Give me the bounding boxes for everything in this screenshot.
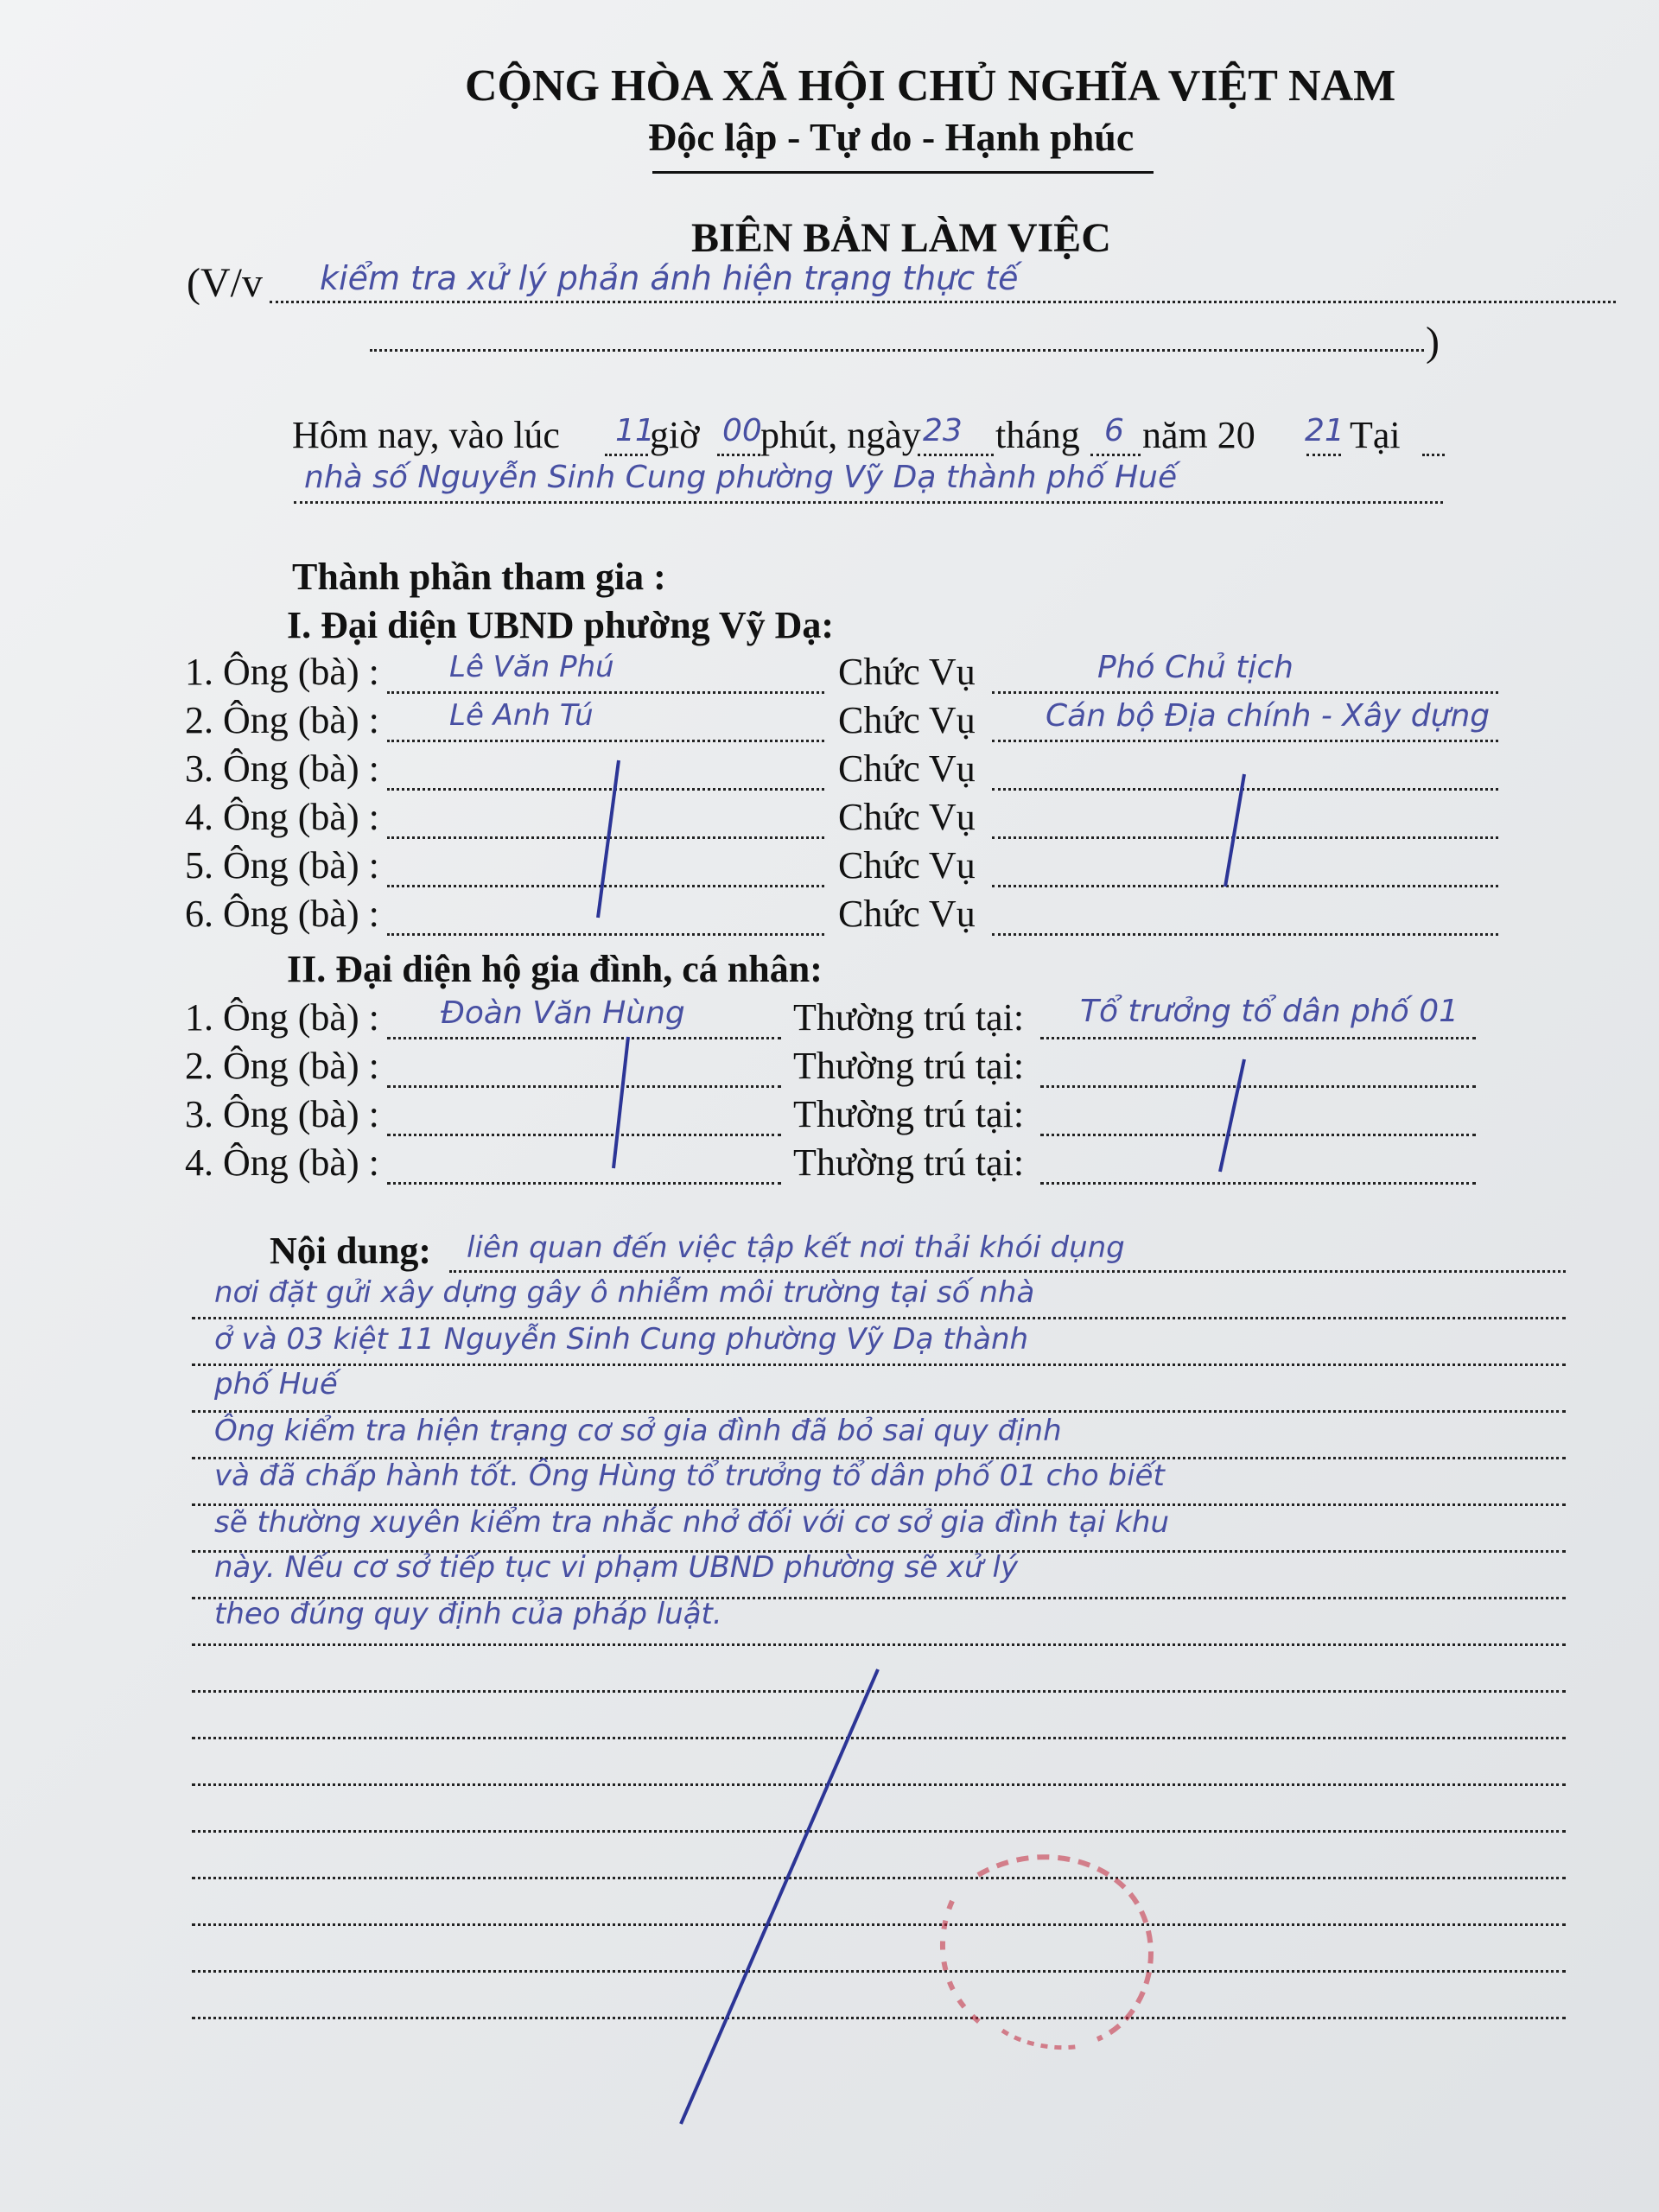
strike-s1-right — [1225, 774, 1244, 887]
content-handwriting-line: phố Huế — [214, 1367, 338, 1402]
s1-role-2: Cán bộ Địa chính - Xây dựng — [1046, 698, 1491, 734]
subject-handwriting: kiểm tra xử lý phản ánh hiện trạng thực tế — [320, 259, 1019, 297]
content-handwriting-line: nơi đặt gửi xây dựng gây ô nhiễm môi trường tại số nhà — [214, 1275, 1035, 1310]
hour-value: 11 — [615, 413, 655, 448]
place-label: Tại — [1350, 414, 1401, 456]
year-value: 21 — [1305, 413, 1344, 448]
subject-prefix: (V/v — [187, 260, 263, 306]
s1-role-1: Phó Chủ tịch — [1097, 650, 1294, 685]
s2-addr-1: Tổ trưởng tổ dân phố 01 — [1080, 994, 1459, 1029]
hour-label: giờ — [650, 414, 700, 456]
section2-heading: II. Đại diện hộ gia đình, cá nhân: — [287, 948, 823, 990]
strike-s2-left — [613, 1037, 628, 1168]
strike-content — [681, 1669, 878, 2124]
subject-suffix: ) — [1426, 319, 1440, 365]
doc-title: BIÊN BẢN LÀM VIỆC — [691, 215, 1111, 261]
content-handwriting-line: ở và 03 kiệt 11 Nguyễn Sinh Cung phường Vỹ Dạ thành — [214, 1322, 1029, 1357]
content-handwriting-line: và đã chấp hành tốt. Ông Hùng tổ trưởng tổ dân phố 01 cho biết — [214, 1459, 1165, 1493]
s2-row-4-label: 4. Ông (bà) : — [185, 1141, 379, 1184]
red-seal-stamp — [943, 1857, 1151, 2048]
s1-row-4-label: 4. Ông (bà) : — [185, 796, 379, 838]
s2-row-4-addr-label: Thường trú tại: — [793, 1141, 1025, 1184]
minute-value: 00 — [722, 413, 762, 448]
s2-row-1-addr-label: Thường trú tại: — [793, 996, 1025, 1039]
place-value: nhà số Nguyễn Sinh Cung phường Vỹ Dạ thành phố Huế — [304, 460, 1178, 495]
s2-row-2-addr-label: Thường trú tại: — [793, 1045, 1025, 1087]
participants-heading: Thành phần tham gia : — [292, 556, 666, 598]
time-intro: Hôm nay, vào lúc — [292, 414, 560, 456]
s1-row-1-role-label: Chức Vụ — [838, 651, 976, 693]
strike-s1-left — [598, 760, 619, 918]
s1-row-2-role-label: Chức Vụ — [838, 699, 976, 741]
content-handwriting-line: sẽ thường xuyên kiểm tra nhắc nhở đối với cơ sở gia đình tại khu — [214, 1505, 1169, 1540]
strike-s2-right — [1220, 1059, 1244, 1172]
s2-row-2-label: 2. Ông (bà) : — [185, 1045, 379, 1087]
s2-row-1-label: 1. Ông (bà) : — [185, 996, 379, 1039]
year-label: năm 20 — [1142, 414, 1255, 456]
s1-row-6-label: 6. Ông (bà) : — [185, 893, 379, 935]
content-handwriting-line: Ông kiểm tra hiện trạng cơ sở gia đình đã bỏ sai quy định — [214, 1414, 1062, 1448]
content-handwriting-line: theo đúng quy định của pháp luật. — [214, 1597, 722, 1631]
month-label: tháng — [995, 414, 1080, 456]
s1-row-5-role-label: Chức Vụ — [838, 844, 976, 887]
s1-row-1-label: 1. Ông (bà) : — [185, 651, 379, 693]
nation-title: CỘNG HÒA XÃ HỘI CHỦ NGHĨA VIỆT NAM — [465, 61, 1396, 111]
s1-row-5-label: 5. Ông (bà) : — [185, 844, 379, 887]
section1-heading: I. Đại diện UBND phường Vỹ Dạ: — [287, 604, 835, 646]
s1-row-3-label: 3. Ông (bà) : — [185, 747, 379, 790]
month-value: 6 — [1104, 413, 1124, 448]
s1-name-2: Lê Anh Tú — [449, 698, 594, 733]
minute-label: phút, ngày — [760, 414, 921, 456]
content-handwriting-line: này. Nếu cơ sở tiếp tục vi phạm UBND phường sẽ xử lý — [214, 1550, 1019, 1585]
s1-row-4-role-label: Chức Vụ — [838, 796, 976, 838]
s1-row-6-role-label: Chức Vụ — [838, 893, 976, 935]
s2-row-3-addr-label: Thường trú tại: — [793, 1093, 1025, 1135]
s1-name-1: Lê Văn Phú — [449, 650, 614, 684]
day-value: 23 — [923, 413, 963, 448]
s2-name-1: Đoàn Văn Hùng — [441, 995, 685, 1031]
content-label: Nội dung: — [270, 1230, 432, 1272]
s1-row-2-label: 2. Ông (bà) : — [185, 699, 379, 741]
s2-row-3-label: 3. Ông (bà) : — [185, 1093, 379, 1135]
motto: Độc lập - Tự do - Hạnh phúc — [648, 115, 1135, 159]
content-handwriting-line: liên quan đến việc tập kết nơi thải khói dụng — [467, 1230, 1125, 1265]
s1-row-3-role-label: Chức Vụ — [838, 747, 976, 790]
